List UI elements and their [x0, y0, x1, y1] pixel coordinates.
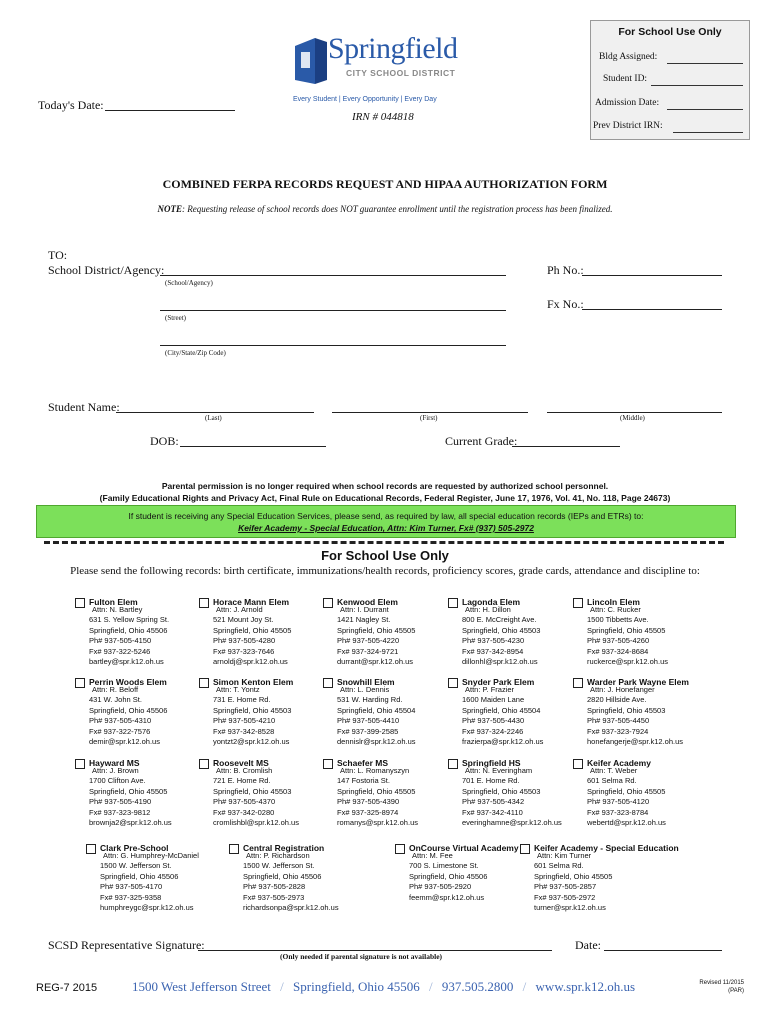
school-ph: Ph# 937-505-4170 — [100, 882, 163, 891]
school-email: webertd@spr.k12.oh.us — [587, 818, 666, 827]
school-city: Springfield, Ohio 45505 — [587, 625, 666, 635]
school-checkbox[interactable] — [75, 759, 85, 769]
prev-district-irn-label: Prev District IRN: — [593, 121, 663, 131]
revised-date: Revised 11/2015 — [699, 980, 744, 986]
bldg-assigned-field[interactable] — [667, 63, 743, 64]
school-attn: Attn: J. Arnold — [216, 604, 263, 614]
first-name-field[interactable] — [332, 412, 528, 413]
school-city: Springfield, Ohio 45504 — [462, 705, 541, 715]
school-city: Springfield, Ohio 45505 — [534, 871, 613, 881]
school-entry — [100, 843, 199, 914]
school-ph: Ph# 937-505-2857 — [534, 882, 597, 891]
last-name-field[interactable] — [116, 412, 314, 413]
street-caption: (Street) — [165, 314, 186, 322]
school-city: Springfield, Ohio 45505 — [337, 786, 416, 796]
school-email: demir@spr.k12.oh.us — [89, 737, 160, 746]
school-email: frazierpa@spr.k12.oh.us — [462, 737, 544, 746]
school-email: arnoldj@spr.k12.oh.us — [213, 657, 288, 666]
school-fx: Fx# 937-342-8954 — [462, 646, 524, 656]
school-attn: Attn: T. Weber — [590, 765, 638, 775]
school-addr: 631 S. Yellow Spring St. — [89, 615, 170, 624]
school-entry — [337, 758, 418, 829]
dob-field[interactable] — [180, 446, 326, 447]
school-checkbox[interactable] — [199, 759, 209, 769]
logo-tagline: Every Student | Every Opportunity | Every Day — [293, 96, 437, 103]
school-addr: 1421 Nagley St. — [337, 615, 391, 624]
please-send-text: Please send the following records: birth certificate, immunizations/health records, proficiency scores, grade cards, attendance and discipline to: — [70, 565, 700, 577]
school-name: Keifer Academy — [587, 758, 651, 768]
footer-phone: 937.505.2800 — [441, 979, 514, 994]
school-ph: Ph# 937-505-4390 — [337, 797, 400, 806]
school-fx: Fx# 937-322-5246 — [89, 646, 151, 656]
school-ph: Ph# 937-505-4150 — [89, 636, 152, 645]
cut-line — [44, 541, 724, 544]
footer-city: Springfield, Ohio 45506 — [293, 979, 420, 994]
school-ph: Ph# 937-505-4220 — [337, 636, 400, 645]
school-addr: 700 S. Limestone St. — [409, 861, 479, 870]
school-entry — [337, 597, 415, 668]
school-email: dillonhl@spr.k12.oh.us — [462, 657, 538, 666]
school-checkbox[interactable] — [229, 844, 239, 854]
school-fx: Fx# 937-325-9358 — [100, 892, 162, 902]
school-addr: 1500 W. Jefferson St. — [100, 861, 172, 870]
school-ph: Ph# 937-505-4370 — [213, 797, 276, 806]
special-ed-line1: If student is receiving any Special Education Services, please send, as required by law, all special education records (IEPs and ETRs) to: — [128, 511, 644, 521]
phone-field[interactable] — [582, 275, 722, 276]
school-name: Lagonda Elem — [462, 597, 521, 607]
form-title: COMBINED FERPA RECORDS REQUEST AND HIPAA AUTHORIZATION FORM — [162, 177, 608, 191]
note-line — [0, 204, 770, 214]
school-ph: Ph# 937-505-4342 — [462, 797, 525, 806]
street-field[interactable] — [160, 310, 506, 311]
rep-signature-label: SCSD Representative Signature: — [48, 938, 205, 952]
school-checkbox[interactable] — [395, 844, 405, 854]
school-fx: Fx# 937-323-9812 — [89, 807, 151, 817]
school-ph: Ph# 937-505-4210 — [213, 716, 276, 725]
school-addr: 601 Selma Rd. — [587, 776, 637, 785]
school-checkbox[interactable] — [448, 678, 458, 688]
school-attn: Attn: T. Yontz — [216, 684, 260, 694]
school-city: Springfield, Ohio 45505 — [213, 625, 292, 635]
school-checkbox[interactable] — [75, 678, 85, 688]
logo-name: Springfield — [328, 32, 458, 65]
school-name: Warder Park Wayne Elem — [587, 677, 689, 687]
school-addr: 800 E. McCreight Ave. — [462, 615, 537, 624]
school-city: Springfield, Ohio 45505 — [89, 786, 168, 796]
school-addr: 1500 Tibbetts Ave. — [587, 615, 649, 624]
school-ph: Ph# 937-505-4410 — [337, 716, 400, 725]
dob-label: DOB: — [150, 434, 179, 448]
note-label: NOTE — [157, 204, 182, 214]
school-attn: Attn: N. Everingham — [465, 765, 533, 775]
school-fx: Fx# 937-323-8784 — [587, 807, 649, 817]
school-attn: Attn: L. Dennis — [340, 684, 390, 694]
school-email: dennislr@spr.k12.oh.us — [337, 737, 416, 746]
school-entry — [462, 597, 540, 668]
school-ph: Ph# 937-505-4310 — [89, 716, 152, 725]
bldg-assigned-label: Bldg Assigned: — [599, 52, 658, 62]
school-attn: Attn: L. Romanyszyn — [340, 765, 410, 775]
school-fx: Fx# 937-505-2973 — [243, 892, 305, 902]
footer-contact: 1500 West Jefferson Street / Springfield, Ohio 45506 / 937.505.2800 / www.spr.k12.oh.us — [132, 979, 636, 994]
logo-subtitle: CITY SCHOOL DISTRICT — [346, 68, 456, 78]
school-checkbox[interactable] — [573, 759, 583, 769]
school-email: ruckerce@spr.k12.oh.us — [587, 657, 668, 666]
school-name: Kenwood Elem — [337, 597, 398, 607]
city-caption: (City/State/Zip Code) — [165, 349, 226, 357]
school-addr: 701 E. Home Rd. — [462, 776, 520, 785]
parental-permission-line2: (Family Educational Rights and Privacy Act, Final Rule on Educational Records, Federal Register, June 17, 1976, Vol. 41, No. 118, Page 24673) — [99, 493, 671, 503]
school-email: cromlishbl@spr.k12.oh.us — [213, 818, 299, 827]
school-addr: 1600 Maiden Lane — [462, 695, 525, 704]
last-caption: (Last) — [205, 414, 222, 422]
parental-permission-line1: Parental permission is no longer required when school records are requested by authorized school personnel. — [161, 481, 609, 491]
school-addr: 2820 Hillside Ave. — [587, 695, 647, 704]
school-entry — [409, 843, 519, 903]
school-name: Snyder Park Elem — [462, 677, 535, 687]
school-entry — [587, 597, 668, 668]
school-email: romanys@spr.k12.oh.us — [337, 818, 418, 827]
school-name: Clark Pre-School — [100, 843, 169, 853]
school-fx: Fx# 937-342-0280 — [213, 807, 275, 817]
school-name: OnCourse Virtual Academy — [409, 843, 519, 853]
school-ph: Ph# 937-505-4230 — [462, 636, 525, 645]
school-city: Springfield, Ohio 45505 — [337, 625, 416, 635]
school-name: Fulton Elem — [89, 597, 138, 607]
school-addr: 721 E. Home Rd. — [213, 776, 271, 785]
student-id-field[interactable] — [651, 85, 743, 86]
school-attn: Attn: M. Fee — [412, 850, 453, 860]
school-city: Springfield, Ohio 45503 — [213, 786, 292, 796]
school-checkbox[interactable] — [323, 678, 333, 688]
school-checkbox[interactable] — [520, 844, 530, 854]
fax-label: Fx No.: — [547, 297, 584, 311]
school-email: bartley@spr.k12.oh.us — [89, 657, 164, 666]
agency-field[interactable] — [160, 275, 506, 276]
school-name: Central Registration — [243, 843, 325, 853]
school-entry — [587, 677, 689, 748]
school-email: yontzt2@spr.k12.oh.us — [213, 737, 290, 746]
student-id-label: Student ID: — [603, 74, 648, 84]
school-city: Springfield, Ohio 45506 — [243, 871, 322, 881]
school-entry — [587, 758, 666, 829]
school-city: Springfield, Ohio 45504 — [337, 705, 416, 715]
school-attn: Attn: I. Durrant — [340, 604, 389, 614]
school-attn: Attn: G. Humphrey-McDaniel — [103, 850, 199, 860]
school-name: Simon Kenton Elem — [213, 677, 294, 687]
school-name: Keifer Academy - Special Education — [534, 843, 679, 853]
school-ph: Ph# 937-505-2828 — [243, 882, 306, 891]
school-ph: Ph# 937-505-4260 — [587, 636, 650, 645]
school-checkbox[interactable] — [448, 759, 458, 769]
school-name: Springfield HS — [462, 758, 521, 768]
springfield-logo — [290, 30, 465, 100]
school-fx: Fx# 937-324-2246 — [462, 726, 524, 736]
school-fx: Fx# 937-399-2585 — [337, 726, 399, 736]
school-entry — [534, 843, 679, 914]
school-email: turner@spr.k12.oh.us — [534, 903, 606, 912]
school-checkbox[interactable] — [573, 678, 583, 688]
school-name: Hayward MS — [89, 758, 140, 768]
school-entry — [213, 758, 299, 829]
school-attn: Attn: J. Honefanger — [590, 684, 655, 694]
admission-date-label: Admission Date: — [595, 98, 660, 108]
school-fx: Fx# 937-323-7646 — [213, 646, 275, 656]
irn-number: IRN # 044818 — [352, 111, 414, 123]
school-attn: Attn: H. Dillon — [465, 604, 511, 614]
school-fx: Fx# 937-322-7576 — [89, 726, 151, 736]
school-name: Perrin Woods Elem — [89, 677, 167, 687]
school-email: feemm@spr.k12.oh.us — [409, 892, 485, 902]
school-ph: Ph# 937-505-4280 — [213, 636, 276, 645]
school-city: Springfield, Ohio 45506 — [89, 705, 168, 715]
school-checkbox[interactable] — [323, 598, 333, 608]
school-checkbox[interactable] — [448, 598, 458, 608]
school-addr: 147 Fostoria St. — [337, 776, 390, 785]
grade-label: Current Grade: — [445, 434, 518, 448]
school-name: Snowhill Elem — [337, 677, 395, 687]
footer-address: 1500 West Jefferson Street — [132, 979, 271, 994]
school-name: Schaefer MS — [337, 758, 389, 768]
note-text: : Requesting release of school records does NOT guarantee enrollment until the registration process has been finalized. — [181, 204, 613, 214]
rep-signature-field[interactable] — [198, 950, 552, 951]
school-city: Springfield, Ohio 45506 — [100, 871, 179, 881]
school-email: richardsonpa@spr.k12.oh.us — [243, 903, 339, 912]
to-label: TO: — [48, 248, 68, 262]
school-ph: Ph# 937-505-2920 — [409, 882, 472, 891]
school-city: Springfield, Ohio 45503 — [462, 625, 541, 635]
city-field[interactable] — [160, 345, 506, 346]
agency-caption: (School/Agency) — [165, 279, 213, 287]
school-fx: Fx# 937-323-7924 — [587, 726, 649, 736]
school-ph: Ph# 937-505-4450 — [587, 716, 650, 725]
school-use-title: For School Use Only — [321, 548, 449, 563]
admission-date-field[interactable] — [667, 109, 743, 110]
school-attn: Attn: J. Brown — [92, 765, 139, 775]
date-label: Date: — [575, 938, 601, 952]
school-entry — [213, 677, 293, 748]
school-attn: Attn: N. Bartley — [92, 604, 143, 614]
school-addr: 1500 W. Jefferson St. — [243, 861, 315, 870]
fax-field[interactable] — [582, 309, 722, 310]
middle-name-field[interactable] — [547, 412, 722, 413]
school-city: Springfield, Ohio 45506 — [89, 625, 168, 635]
school-city: Springfield, Ohio 45503 — [462, 786, 541, 796]
school-checkbox[interactable] — [86, 844, 96, 854]
school-name: Lincoln Elem — [587, 597, 640, 607]
school-email: everinghamne@spr.k12.oh.us — [462, 818, 562, 827]
school-email: honefangerje@spr.k12.oh.us — [587, 737, 684, 746]
school-fx: Fx# 937-505-2972 — [534, 892, 596, 902]
school-fx: Fx# 937-325-8974 — [337, 807, 399, 817]
school-use-box-title: For School Use Only — [618, 26, 722, 38]
school-email: humphreygc@spr.k12.oh.us — [100, 903, 194, 912]
school-fx: Fx# 937-324-9721 — [337, 646, 399, 656]
school-ph: Ph# 937-505-4120 — [587, 797, 650, 806]
school-email: brownja2@spr.k12.oh.us — [89, 818, 172, 827]
school-attn: Attn: B. Cromlish — [216, 765, 273, 775]
first-caption: (First) — [420, 414, 438, 422]
special-ed-line2: Keifer Academy - Special Education, Attn: Kim Turner, Fx# (937) 505-2972 — [238, 523, 534, 533]
school-fx: Fx# 937-342-4110 — [462, 807, 523, 817]
school-entry — [89, 597, 169, 668]
school-addr: 1700 Clifton Ave. — [89, 776, 146, 785]
school-checkbox[interactable] — [199, 598, 209, 608]
school-name: Horace Mann Elem — [213, 597, 290, 607]
school-addr: 431 W. John St. — [89, 695, 142, 704]
school-ph: Ph# 937-505-4430 — [462, 716, 525, 725]
school-entry — [462, 677, 543, 748]
middle-caption: (Middle) — [620, 414, 645, 422]
school-entry — [462, 758, 562, 829]
school-entry — [213, 597, 291, 668]
school-attn: Attn: Kim Turner — [537, 850, 592, 860]
prev-district-irn-field[interactable] — [673, 132, 743, 133]
school-city: Springfield, Ohio 45505 — [587, 786, 666, 796]
school-attn: Attn: R. Beloff — [92, 684, 139, 694]
agency-label: School District/Agency: — [48, 263, 165, 277]
school-fx: Fx# 937-342-8528 — [213, 726, 275, 736]
school-attn: Attn: P. Frazier — [465, 684, 515, 694]
school-entry — [243, 843, 339, 914]
rep-signature-caption: (Only needed if parental signature is not available) — [280, 952, 443, 961]
school-addr: 601 Selma Rd. — [534, 861, 584, 870]
school-addr: 731 E. Home Rd. — [213, 695, 271, 704]
school-attn: Attn: C. Rucker — [590, 604, 641, 614]
todays-date-field[interactable] — [105, 110, 235, 111]
school-checkbox[interactable] — [323, 759, 333, 769]
school-entry — [89, 758, 172, 829]
school-checkbox[interactable] — [75, 598, 85, 608]
grade-field[interactable] — [512, 446, 620, 447]
school-addr: 521 Mount Joy St. — [213, 615, 274, 624]
form-code: REG-7 2015 — [36, 982, 98, 994]
school-city: Springfield, Ohio 45503 — [213, 705, 292, 715]
school-checkbox[interactable] — [573, 598, 583, 608]
school-addr: 531 W. Harding Rd. — [337, 695, 403, 704]
footer-website[interactable]: www.spr.k12.oh.us — [535, 979, 636, 994]
school-attn: Attn: P. Richardson — [246, 850, 310, 860]
student-name-label: Student Name: — [48, 400, 120, 414]
school-checkbox[interactable] — [199, 678, 209, 688]
date-field[interactable] — [604, 950, 722, 951]
phone-label: Ph No.: — [547, 263, 584, 277]
school-city: Springfield, Ohio 45506 — [409, 871, 488, 881]
door-icon — [293, 36, 333, 86]
school-email: durrant@spr.k12.oh.us — [337, 657, 413, 666]
school-use-box — [590, 20, 750, 140]
school-entry — [337, 677, 416, 748]
school-city: Springfield, Ohio 45503 — [587, 705, 666, 715]
revised-par: (PAR) — [728, 988, 744, 994]
todays-date-label: Today's Date: — [38, 98, 104, 112]
school-ph: Ph# 937-505-4190 — [89, 797, 152, 806]
school-name: Roosevelt MS — [213, 758, 269, 768]
school-entry — [89, 677, 167, 748]
school-fx: Fx# 937-324-8684 — [587, 646, 649, 656]
special-education-banner — [36, 505, 736, 538]
